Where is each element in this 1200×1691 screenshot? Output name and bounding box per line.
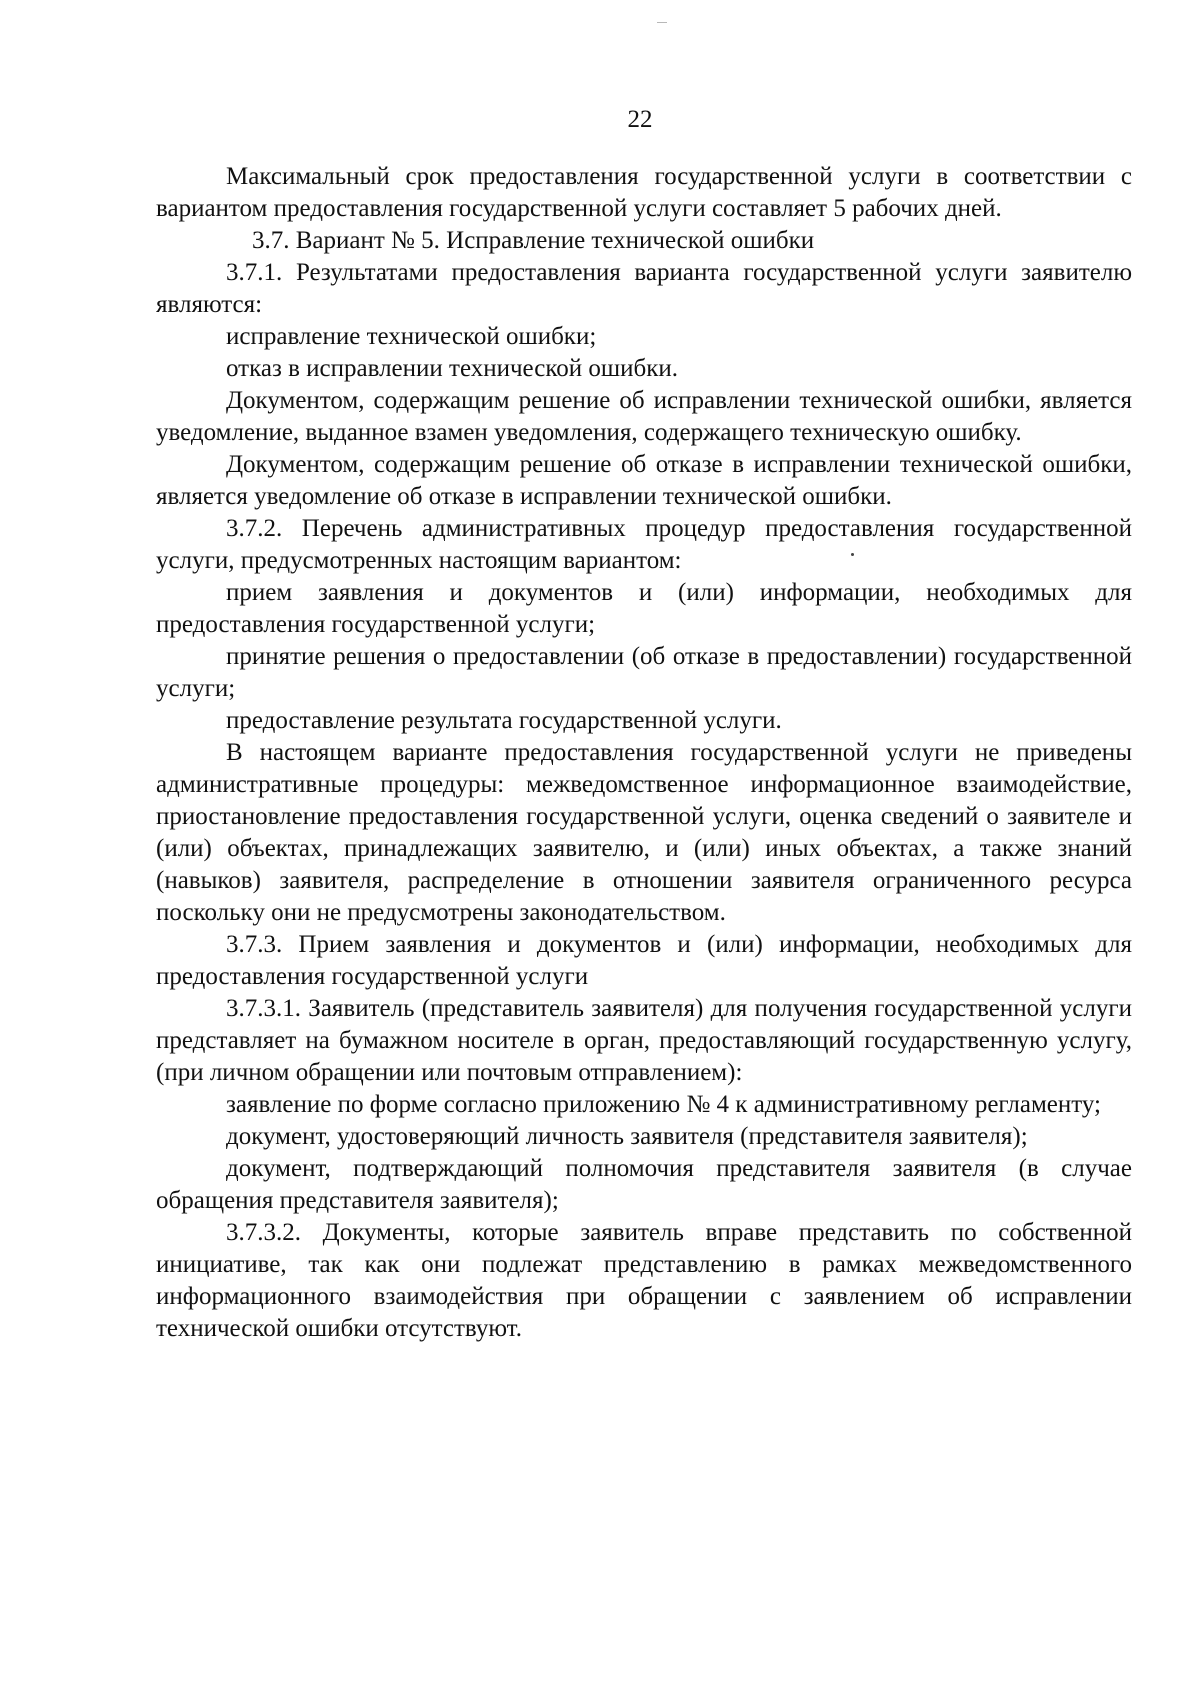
paragraph-excluded-procedures: В настоящем варианте предоставления государственной услуги не приведены административные процедуры: межведомственное информационное взаимодействие, приостановление предоставления государственной услуги, оценка сведений о заявителе и (или) объектах, принадлежащих заявителю, и (или) иных объектах, а также знаний (навыков) заявителя, распределение в отношении заявителя ограниченного ресурса поскольку они не предусмотрены законодательством. bbox=[156, 739, 1132, 926]
paragraph-3-7-2: 3.7.2. Перечень административных процедур предоставления государственной услуги, предусмотренных настоящим вариантом: bbox=[156, 515, 1132, 574]
scan-mark bbox=[657, 22, 667, 23]
list-item-identity-document: документ, удостоверяющий личность заявителя (представителя заявителя); bbox=[226, 1123, 1028, 1150]
list-item-application-form: заявление по форме согласно приложению № 4 к административному регламенту; bbox=[226, 1091, 1101, 1118]
list-item-procedure-result: предоставление результата государственной услуги. bbox=[226, 707, 782, 734]
paragraph-correction-document: Документом, содержащим решение об исправлении технической ошибки, является уведомление, выданное взамен уведомления, содержащего техническую ошибку. bbox=[156, 387, 1132, 446]
paragraph-3-7-3: 3.7.3. Прием заявления и документов и (или) информации, необходимых для предоставления государственной услуги bbox=[156, 931, 1132, 990]
list-item-procedure-decision: принятие решения о предоставлении (об отказе в предоставлении) государственной услуги; bbox=[156, 643, 1132, 702]
page-number: 22 bbox=[627, 106, 653, 133]
list-item-result-refusal: отказ в исправлении технической ошибки. bbox=[226, 355, 678, 382]
list-item-authority-document: документ, подтверждающий полномочия представителя заявителя (в случае обращения представителя заявителя); bbox=[156, 1155, 1132, 1214]
section-heading: 3.7. Вариант № 5. Исправление технической ошибки bbox=[252, 227, 815, 254]
paragraph-3-7-3-2: 3.7.3.2. Документы, которые заявитель вправе представить по собственной инициативе, так как они подлежат представлению в рамках межведомственного информационного взаимодействия при обращении с заявлением об исправлении технической ошибки отсутствуют. bbox=[156, 1219, 1132, 1342]
list-item-procedure-reception: прием заявления и документов и (или) информации, необходимых для предоставления государственной услуги; bbox=[156, 579, 1132, 638]
paragraph-3-7-3-1: 3.7.3.1. Заявитель (представитель заявителя) для получения государственной услуги представляет на бумажном носителе в орган, предоставляющий государственную услугу, (при личном обращении или почтовым отправлением): bbox=[156, 995, 1132, 1086]
list-item-result-correction: исправление технической ошибки; bbox=[226, 323, 597, 350]
document-body bbox=[156, 161, 1132, 1345]
intro-paragraph: Максимальный срок предоставления государственной услуги в соответствии с вариантом предоставления государственной услуги составляет 5 рабочих дней. bbox=[156, 163, 1132, 222]
paragraph-3-7-1: 3.7.1. Результатами предоставления варианта государственной услуги заявителю являются: bbox=[156, 259, 1132, 318]
paragraph-refusal-document: Документом, содержащим решение об отказе в исправлении технической ошибки, является уведомление об отказе в исправлении технической ошибки. bbox=[156, 451, 1132, 510]
